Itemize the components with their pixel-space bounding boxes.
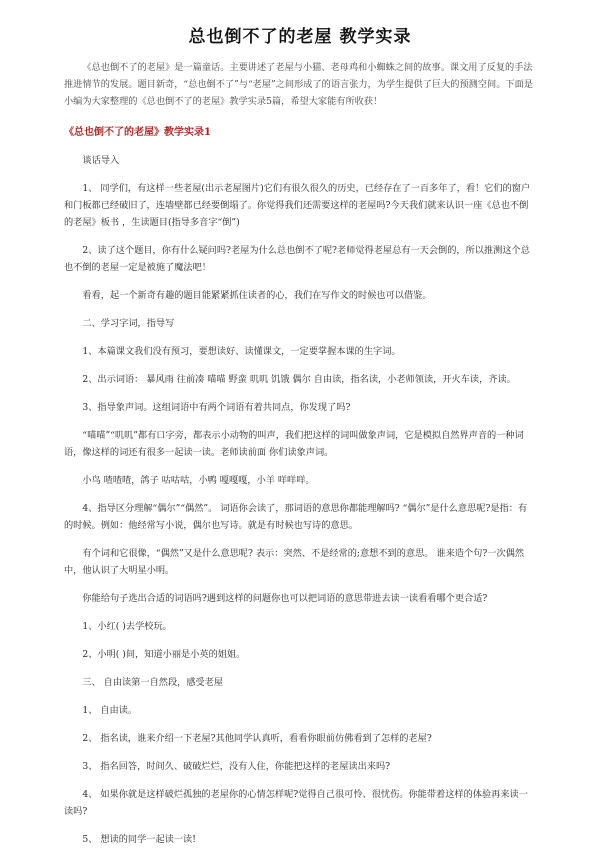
paragraph-6: 3、指导象声词。这组词语中有两个词语有着共同点，你发现了吗? — [82, 402, 351, 413]
step-2: 2、 指名读，谁来介绍一下老屋?其他同学认真听，看看你眼前仿佛看到了怎样的老屋? — [82, 733, 432, 744]
paragraph-11: 你能给句子选出合适的词语吗?遇到这样的问题你也可以把词语的意思带进去读一读看看哪个更合适? — [82, 593, 488, 604]
paragraph-7: “喵喵”“叽叽”都有口字旁，都表示小动物的叫声，我们把这样的词叫做象声词，它是模拟自然界声音的一种词语，像这样的词还有很多一起读一读。老师读前面 你们读象声词。 — [64, 430, 524, 458]
paragraph-2: 2、读了这个题目，你有什么疑问吗?老屋为什么总也倒不了呢?老师觉得老屋总有一天会倒的，所以推测这个总也不倒的老屋一定是被施了魔法吧！ — [64, 245, 530, 273]
exercise-2: 2、小明( )间，知道小丽是小英的姐姐。 — [82, 649, 246, 660]
page-title: 总也倒不了的老屋 教学实录 — [188, 27, 412, 47]
paragraph-5: 2、出示词语： 暴风雨 往前凑 喵喵 野蛮 叽叽 饥饿 偶尔 自由读，指名读，小老师领读，开火车读，齐读。 — [82, 374, 516, 385]
paragraph-9: 4、指导区分理解“偶尔”“偶然”。 词语你会读了，那词语的意思你都能理解吗? “偶尔”是什么意思呢?是指：有的时候。例如：他经常写小说，偶尔也写诗。就是有时候也写诗的意思。 — [64, 503, 528, 531]
step-1: 1、 自由读。 — [82, 705, 138, 716]
step-5: 5、 想读的同学一起读一读! — [82, 834, 196, 845]
step-4: 4、 如果你就是这样破烂孤独的老屋你的心情怎样呢?觉得自己很可怜、很忧伤。你能带着这样的体验再来读一读吗? — [64, 789, 528, 817]
paragraph-4: 1、本篇课文我们没有预习，要想读好、读懂课文，一定要掌握本课的生字词。 — [82, 346, 401, 357]
paragraph-3: 看看，起一个新奇有趣的题目能紧紧抓住读者的心，我们在写作文的时候也可以借鉴。 — [82, 290, 432, 301]
paragraph-1: 1、 同学们，有这样一些老屋(出示老屋图片)它们有很久很久的历史，已经存在了一百多年了，看！它们的窗户和门板都已经破旧了，连墙壁都已经要倒塌了。你觉得我们还需要这样的老屋吗?今天我们就来认识一座《总也不倒的老屋》板书 ，生读题目(指导多音字“倒”) — [64, 183, 531, 228]
exercise-1: 1、小红( )去学校玩。 — [82, 621, 172, 632]
paragraph-10: 有个词和它很像，“偶然”又是什么意思呢? 表示：突然、不是经常的;意想不到的意思。 谁来造个句?一次偶然中，他认识了大明星小明。 — [64, 548, 525, 576]
heading-3: 三、 自由读第一自然段，感受老屋 — [82, 677, 224, 688]
paragraph-8: 小鸟 喳喳喳，鸽子 咕咕咕，小鸭 嘎嘎嘎，小羊 咩咩咩。 — [82, 475, 315, 486]
section-title: 《总也倒不了的老屋》教学实录1 — [64, 127, 211, 138]
paragraph-talk-intro: 谈话导入 — [82, 155, 120, 166]
intro-paragraph: 《总也倒不了的老屋》是一篇童话。主要讲述了老屋与小猫、老母鸡和小蜘蛛之间的故事。课文用了反复的手法推进情节的发展。题目新奇，“总也倒不了”与“老屋”之间形成了的语言张力，为学生提供了巨大的预测空间。下面是小编为大家整理的《总也倒不了的老屋》教学实录5篇，希望大家能有所收获！ — [64, 62, 533, 107]
step-3: 3、 指名回答，时间久、破破烂烂，没有人住，你能把这样的老屋读出来吗? — [82, 761, 391, 772]
heading-2: 二、学习字词，指导写 — [82, 318, 175, 329]
